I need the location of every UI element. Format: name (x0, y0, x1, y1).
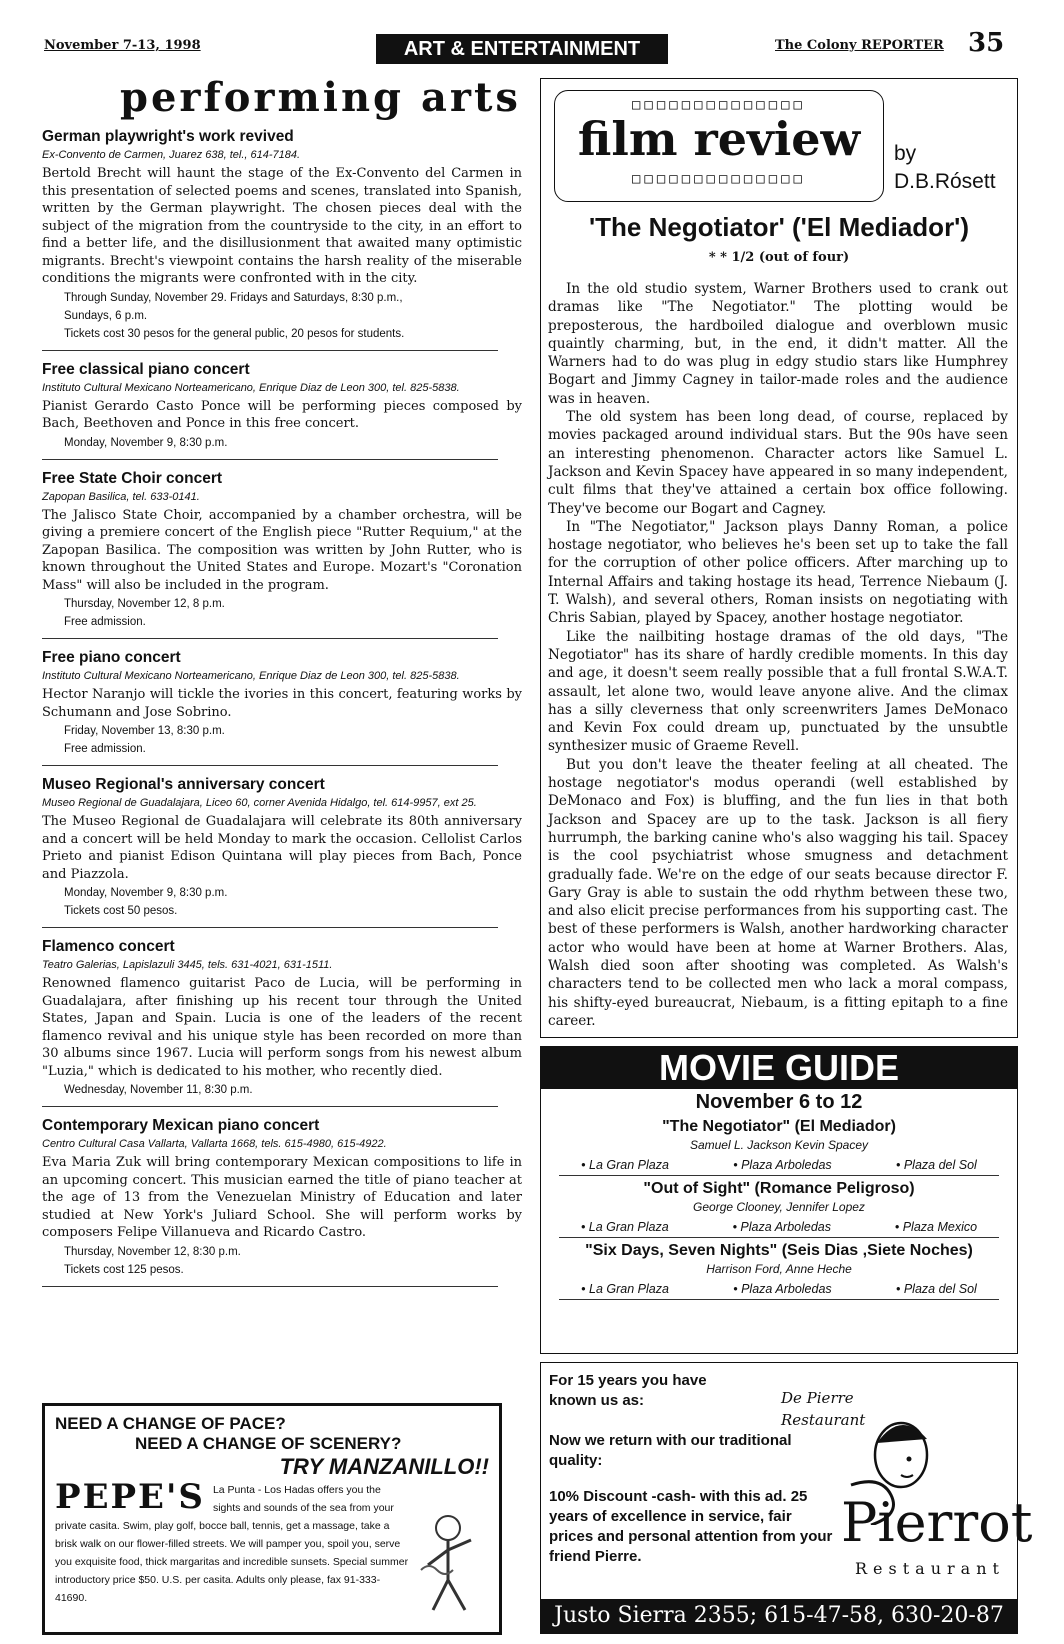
event-listing (42, 1117, 522, 1287)
review-body (548, 280, 1008, 1030)
event-title: German playwright's work revived (42, 128, 294, 145)
movie-title: "Six Days, Seven Nights" (Seis Dias ,Siete Noches) (585, 1242, 973, 1259)
event-listing (42, 470, 522, 640)
review-paragraph: Like the nailbiting hostage dramas of the old days, "The Negotiator" has its share of hardly credible moments. In this day and age, it doesn't seem really possible that a full frontal S.W.A.T. assault, let alone two, would leave anyone alive. And the climax has a silly cleverness that only screenwriters James DeMonaco and Kevin Fox could dream up, punctuated by the unsubtle synthesizer music of Graeme Revell. (548, 628, 1008, 755)
event-venue: Centro Cultural Casa Vallarta, Vallarta 1668, tels. 615-4980, 615-4922. (42, 1138, 387, 1150)
movie-title: "Out of Sight" (Romance Peligroso) (643, 1180, 915, 1197)
theater-name: • Plaza del Sol (896, 1282, 977, 1296)
event-detail: Monday, November 9, 8:30 p.m. (64, 436, 228, 449)
review-movie-title: 'The Negotiator' ('El Mediador') (588, 212, 970, 242)
event-detail: Tickets cost 30 pesos for the general public, 20 pesos for students. (64, 327, 405, 340)
event-description: Hector Naranjo will tickle the ivories in this concert, featuring works by Schumann and Jose Sobrino. (42, 687, 522, 720)
theater-name: • Plaza del Sol (896, 1158, 977, 1172)
pierrot-ad-line1: For 15 years you have known us as: (549, 1372, 707, 1409)
divider (42, 1286, 498, 1287)
theater-name: • Plaza Mexico (894, 1220, 978, 1234)
divider (42, 459, 498, 460)
event-venue: Zapopan Basilica, tel. 633-0141. (42, 490, 200, 503)
event-listing (42, 128, 522, 351)
performing-arts-title: performing arts (120, 74, 521, 121)
movie-guide-entry (541, 1180, 1017, 1238)
pepes-logo: PEPE'S (55, 1477, 205, 1517)
event-detail: Thursday, November 12, 8 p.m. (64, 598, 225, 610)
event-description: Eva Maria Zuk will bring contemporary Mexican compositions to life in an upcoming concert. This musician earned the title of piano teacher at the age of 13 from the Venezuelan Ministry of Education and later studied at New York's Juliard School. She will perform works by composers Felipe Villanueva and Ricardo Castro. (42, 1155, 522, 1240)
pierrot-logo: Pierrot (841, 1491, 1033, 1554)
film-strip-top: □□□□□□□□□□□□□□ (631, 97, 806, 113)
movie-theaters (541, 1220, 1017, 1234)
dancing-figure-icon (413, 1510, 483, 1620)
pierrot-ad (540, 1362, 1033, 1634)
pierrot-address: Justo Sierra 2355; 615-47-58, 630-20-87 (541, 1599, 1017, 1633)
event-detail: Thursday, November 12, 8:30 p.m. (64, 1245, 241, 1258)
pierrot-ad-line2: Now we return with our traditional quality: (549, 1432, 792, 1469)
pierrot-restaurant-label: Restaurant (855, 1559, 1005, 1578)
divider (559, 1299, 999, 1300)
event-detail: Wednesday, November 11, 8:30 p.m. (64, 1084, 253, 1096)
event-detail: Friday, November 13, 8:30 p.m. (64, 725, 225, 737)
event-detail: Free admission. (64, 743, 146, 755)
review-paragraph: But you don't leave the theater feeling at all cheated. The hostage negotiator's modus operandi (well established by DeMonaco and Fox) is bluffing, and the fun lies in that both Jackson and Spacey are up to the task. Jackson is all fiery hurrumph, the barking canine who's also wagging his tail. Spacey is the cool psychiatrist whose smugness and detachment gradually fade. We're on the edge of our seats because director F. Gary Gray is able to sustain the odd rhythm between these two, and also elicit precise performances from his supporting cast. The best of these performers is Walsh, another hardworking character actor who would have been at home at Warner Brothers. Alas, Walsh died soon after shooting was completed. As Walsh's characters tend to be collected men who lack a moral compass, his shifty-eyed bureaucrat, Niebaum, is a fitting epitaph to a fine career. (548, 756, 1008, 1029)
theater-name: • La Gran Plaza (581, 1282, 669, 1296)
event-listing (42, 649, 522, 766)
movie-guide-dates: November 6 to 12 (695, 1091, 863, 1113)
event-venue: Ex-Convento de Carmen, Juarez 638, tel., 614-7184. (42, 149, 301, 161)
newspaper-name: The Colony REPORTER (775, 38, 944, 53)
theater-name: • La Gran Plaza (581, 1158, 669, 1172)
film-review-header (554, 90, 884, 202)
event-description: The Jalisco State Choir, accompanied by a chamber orchestra, will be giving a premiere concert of the English piece "Rutter Requium," at the Zapopan Basilica. The composition was written by John Rutter, who is known throughout the United States and Europe. Mozart's "Coronation Mass" will also be included in the program. (42, 507, 522, 593)
pepes-ad-text: La Punta - Los Hadas offers you the sights and sounds of the sea from your private casita. Swim, play golf, bocce ball, tennis, get a massage, take a brisk walk on our flower-filled streets. We will pamper you, spoil you, serve you exquisite food, thick margaritas and incredible sunsets. Special summer introductory price $50. U.S. per casita. Adults only please, fax 91-333-41690. (55, 1484, 409, 1604)
issue-date: November 7-13, 1998 (44, 38, 201, 53)
event-venue: Museo Regional de Guadalajara, Liceo 60, corner Avenida Hidalgo, tel. 614-9957, ext 25. (42, 797, 477, 809)
event-description: The Museo Regional de Guadalajara will celebrate its 80th anniversary and a concert will be held Monday to mark the occasion. Cellolist Carlos Prieto and pianist Edison Quintana will play pieces from Bach, Ponce and Piazzola. (42, 814, 522, 882)
movie-cast: George Clooney, Jennifer Lopez (693, 1200, 865, 1214)
pepes-ad-line2: NEED A CHANGE OF SCENERY? (135, 1434, 402, 1453)
event-title: Free State Choir concert (42, 469, 223, 487)
event-detail: Tickets cost 50 pesos. (64, 905, 178, 917)
event-listing (42, 361, 522, 460)
movie-guide-entry (541, 1242, 1017, 1300)
byline-author: D.B.Rósett (894, 170, 996, 193)
theater-name: • Plaza Arboledas (733, 1282, 832, 1296)
section-banner: ART & ENTERTAINMENT (376, 34, 668, 64)
film-review-heading: film review (577, 112, 861, 166)
divider (559, 1237, 999, 1238)
event-detail: Free admission. (64, 616, 146, 628)
divider (559, 1175, 999, 1176)
film-strip-bottom: □□□□□□□□□□□□□□ (631, 171, 806, 187)
event-detail: Through Sunday, November 29. Fridays and Saturdays, 8:30 p.m., (64, 291, 403, 304)
byline-by: by (894, 142, 917, 165)
movie-title: "The Negotiator" (El Mediador) (662, 1118, 896, 1135)
events-column (42, 128, 522, 1297)
pepes-ad-line3: TRY MANZANILLO!! (279, 1454, 489, 1479)
review-paragraph: In "The Negotiator," Jackson plays Danny Roman, a police hostage negotiator, who believes he's been set up to take the fall for the corruption of other police officers. After marching up to Internal Affairs and taking hostage its head, Terrence Niebaum (J. T. Walsh), and several others, Roman insists on negotiating with Chris Sabian, played by Spacey, another hostage negotiator. (548, 518, 1008, 627)
divider (42, 765, 498, 766)
pepes-ad (42, 1403, 502, 1635)
review-paragraph: The old system has been long dead, of course, replaced by movies packaged around individual stars. But the 90s have seen an interesting phenomenon. Character actors like Samuel L. Jackson and Kevin Spacey have appeared in so many independent, cult films that they've attained a certain box office following. They've become our Bogart and Cagney. (548, 409, 1008, 517)
theater-name: • Plaza Arboledas (733, 1158, 832, 1172)
event-title: Flamenco concert (42, 938, 175, 955)
movie-guide-entry (541, 1118, 1017, 1176)
event-venue: Instituto Cultural Mexicano Norteamericano, Enrique Diaz de Leon 300, tel. 825-5838. (42, 670, 460, 682)
movie-guide (540, 1046, 1018, 1354)
pierrot-ad-line3: 10% Discount -cash- with this ad. 25 years of excellence in service, fair prices and personal attention from your friend Pierre. (549, 1488, 833, 1565)
divider (42, 638, 498, 639)
movie-guide-title: MOVIE GUIDE (541, 1047, 1017, 1089)
movie-cast: Harrison Ford, Anne Heche (706, 1262, 852, 1276)
pepes-ad-line1: NEED A CHANGE OF PACE? (55, 1414, 286, 1433)
event-description: Renowned flamenco guitarist Paco de Lucia, will be performing in Guadalajara, after finishing up his recent tour through the United States, Japan and Spain. Lucia is one of the leaders of the recent flamenco revival and his unique style has been recorded on more than 30 albums since 1967. Lucia will perform songs from his newest album "Luzia," which is dedicated to his mother, who recently died. (42, 976, 522, 1079)
movie-guide-list (541, 1118, 1017, 1300)
event-detail: Monday, November 9, 8:30 p.m. (64, 887, 228, 899)
event-listing (42, 776, 522, 928)
page-number: 35 (968, 28, 1005, 58)
review-paragraph: In the old studio system, Warner Brothers used to crank out dramas like "The Negotiator." The plotting would be preposterous, the hardboiled dialogue and overblown music quaintly charming, but, in the end, it didn't matter. All the Warners had to do was plug in edgy studio stars like Humphrey Bogart and Jimmy Cagney in tailor-made roles and the audience was in heaven. (548, 281, 1008, 407)
divider (42, 927, 498, 928)
movie-theaters (541, 1282, 1017, 1296)
divider (42, 1106, 498, 1107)
event-title: Free piano concert (42, 649, 181, 666)
event-venue: Teatro Galerias, Lapislazuli 3445, tels. 631-4021, 631-1511. (42, 959, 333, 971)
movie-theaters (541, 1158, 1017, 1172)
divider (42, 350, 498, 351)
event-venue: Instituto Cultural Mexicano Norteamericano, Enrique Diaz de Leon 300, tel. 825-5838. (42, 381, 460, 394)
event-title: Free classical piano concert (42, 360, 250, 378)
de-pierre-logo: De Pierre Restaurant (781, 1389, 866, 1429)
review-byline (894, 140, 996, 196)
event-description: Bertold Brecht will haunt the stage of the Ex-Convento del Carmen in this presentation of selected poems and scenes, translated into Spanish, written by the German playwright. The chosen pieces deal with the subject of the migration from the countryside to the city, in an effort to find a better life, and the disillusionment that awaited many optimistic migrants. Brecht's viewpoint contains the harsh reality of the miserable conditions the migrants were confronted with in the city. (42, 166, 522, 286)
event-detail: Sundays, 6 p.m. (64, 309, 148, 322)
event-detail: Tickets cost 125 pesos. (64, 1263, 184, 1276)
event-title: Museo Regional's anniversary concert (42, 776, 325, 793)
event-title: Contemporary Mexican piano concert (42, 1117, 320, 1134)
review-rating: * * 1/2 (out of four) (708, 250, 850, 265)
event-description: Pianist Gerardo Casto Ponce will be performing pieces composed by Bach, Beethoven and Ponce in this free concert. (42, 398, 522, 431)
theater-name: • La Gran Plaza (580, 1220, 669, 1234)
movie-cast: Samuel L. Jackson Kevin Spacey (689, 1138, 869, 1152)
event-listing (42, 938, 522, 1107)
theater-name: • Plaza Arboledas (732, 1220, 831, 1234)
